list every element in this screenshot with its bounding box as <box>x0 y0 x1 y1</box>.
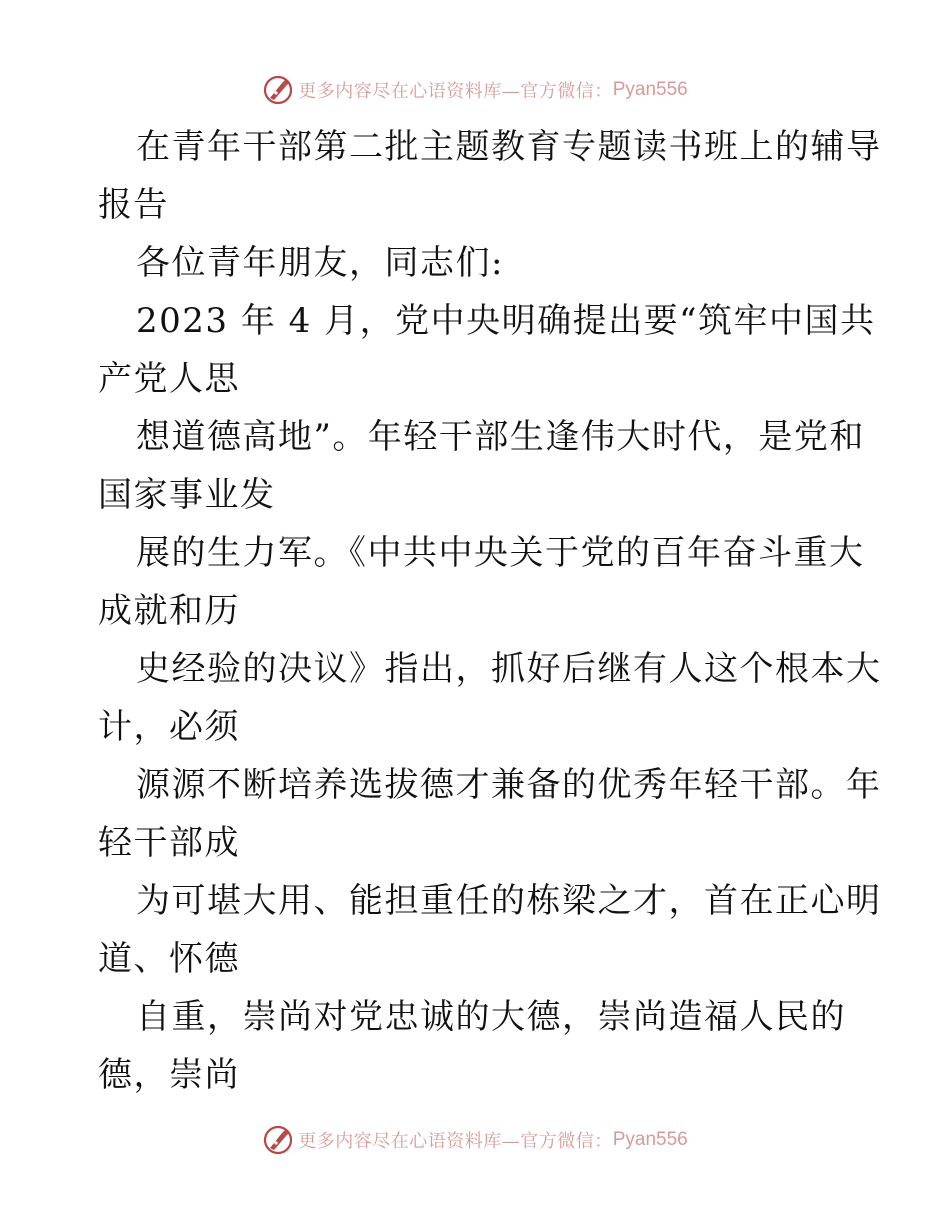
footer-watermark <box>0 1120 950 1160</box>
body-line: 成就和历 <box>98 591 240 631</box>
watermark-text: 更多内容尽在心语资料库—官方微信： <box>298 81 613 102</box>
body-line: 产党人思 <box>98 359 240 399</box>
body-line: 2023 年 4 月，党中央明确提出要“筑牢中国共 <box>136 301 876 341</box>
watermark-text: 更多内容尽在心语资料库—官方微信： <box>298 1131 613 1152</box>
body-line: 道、怀德 <box>98 939 240 979</box>
body-line: 源源不断培养选拔德才兼备的优秀年轻干部。年 <box>136 765 882 805</box>
title-line-2: 报告 <box>98 185 169 225</box>
watermark-wechat-id: Pyan556 <box>612 79 688 100</box>
body-line: 国家事业发 <box>98 475 276 515</box>
salutation: 各位青年朋友，同志们: <box>136 243 504 283</box>
body-line: 计，必须 <box>98 707 240 747</box>
body-line: 自重，崇尚对党忠诚的大德，崇尚造福人民的 <box>136 997 846 1037</box>
pen-nib-seal-icon <box>262 1124 294 1156</box>
body-line: 展的生力军。《中共中央关于党的百年奋斗重大 <box>136 533 865 573</box>
body-line: 德，崇尚 <box>98 1055 240 1095</box>
body-line: 轻干部成 <box>98 823 240 863</box>
title-line-1: 在青年干部第二批主题教育专题读书班上的辅导 <box>136 127 882 167</box>
body-line: 想道德高地”。年轻干部生逢伟大时代，是党和 <box>136 417 865 457</box>
body-line: 史经验的决议》指出，抓好后继有人这个根本大 <box>136 649 882 689</box>
body-line: 为可堪大用、能担重任的栋梁之才，首在正心明 <box>136 881 882 921</box>
watermark-wechat-id: Pyan556 <box>612 1129 688 1150</box>
